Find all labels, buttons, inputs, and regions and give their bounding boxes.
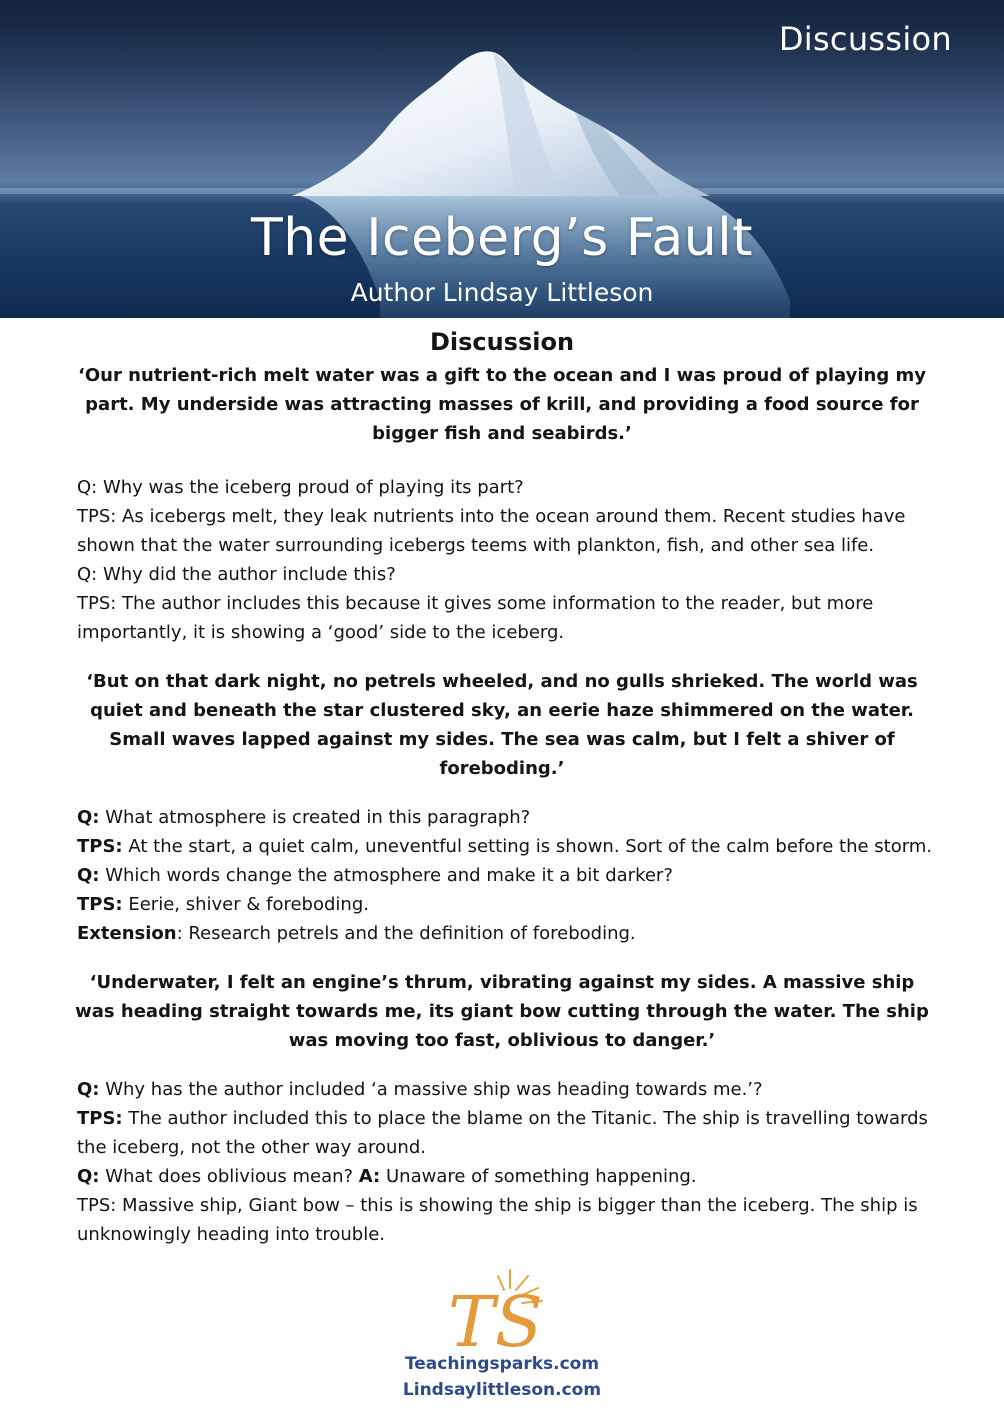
quote-1: ‘Our nutrient-rich melt water was a gift to the ocean and I was proud of playing my part. My underside was attracting masses of krill, and providing a food source for bigger fish and seabirds.’ [78, 365, 926, 444]
qa-text: TPS: The author includes this because it gives some information to the reader, but more importantly, it is showing a ‘good’ side to the iceberg. [77, 593, 874, 643]
qa-label: TPS: [77, 836, 123, 857]
header-banner [0, 0, 1004, 318]
qa-line [77, 1191, 947, 1249]
qa-line [77, 1162, 947, 1191]
website-link-teachingsparks[interactable]: Teachingsparks.com [404, 1354, 600, 1374]
qa-block-2 [77, 803, 947, 948]
qa-block-1 [77, 473, 947, 647]
qa-line [77, 1104, 947, 1162]
qa-text: TPS: Massive ship, Giant bow – this is showing the ship is bigger than the iceberg. The ship is unknowingly heading into trouble. [77, 1195, 918, 1245]
qa-line [77, 560, 947, 589]
qa-label: Q: [77, 865, 100, 886]
discussion-content [0, 328, 1004, 1249]
qa-line [77, 890, 947, 919]
logo-letters: TS [448, 1281, 543, 1354]
qa-line [77, 473, 947, 502]
qa-text: Unaware of something happening. [380, 1166, 697, 1187]
page-badge-title: Discussion [778, 20, 952, 58]
qa-text: What atmosphere is created in this paragraph? [99, 807, 531, 828]
qa-line [77, 832, 947, 861]
qa-label: Q: [77, 1166, 100, 1187]
qa-text: At the start, a quiet calm, uneventful setting is shown. Sort of the calm before the storm. [122, 836, 933, 857]
qa-line [77, 861, 947, 890]
qa-label: Q: [77, 807, 100, 828]
qa-line [77, 589, 947, 647]
qa-label: Extension [77, 923, 177, 944]
book-title: The Iceberg’s Fault [250, 208, 754, 268]
qa-label: A: [358, 1166, 381, 1187]
section-heading: Discussion [429, 328, 575, 356]
qa-text: Q: Why did the author include this? [77, 564, 396, 585]
quote-3: ‘Underwater, I felt an engine’s thrum, vibrating against my sides. A massive ship was heading straight towards me, its giant bow cutting through the water. The ship was moving too fast, oblivious to danger.’ [75, 972, 929, 1051]
qa-label: TPS: [77, 1108, 123, 1129]
qa-label: TPS: [77, 894, 123, 915]
qa-text: The author included this to place the blame on the Titanic. The ship is travelling towards the iceberg, not the other way around. [77, 1108, 928, 1158]
qa-text: Q: Why was the iceberg proud of playing its part? [77, 477, 524, 498]
qa-text: Why has the author included ‘a massive ship was heading towards me.’? [99, 1079, 763, 1100]
qa-text: TPS: As icebergs melt, they leak nutrients into the ocean around them. Recent studies have shown that the water surrounding icebergs teems with plankton, fish, and other sea life. [77, 506, 906, 556]
qa-line [77, 502, 947, 560]
book-author: Author Lindsay Littleson [350, 278, 654, 307]
qa-label: Q: [77, 1079, 100, 1100]
quote-2: ‘But on that dark night, no petrels wheeled, and no gulls shrieked. The world was quiet and beneath the star clustered sky, an eerie haze shimmered on the water. Small waves lapped against my sides. The sea was calm, but I felt a shiver of foreboding.’ [86, 671, 918, 779]
qa-line [77, 1075, 947, 1104]
qa-block-3 [77, 1075, 947, 1249]
qa-line [77, 803, 947, 832]
website-link-lindsaylittleson[interactable]: Lindsaylittleson.com [402, 1380, 602, 1400]
qa-text: : Research petrels and the definition of foreboding. [176, 923, 636, 944]
qa-text: Which words change the atmosphere and make it a bit darker? [99, 865, 673, 886]
teaching-sparks-logo [440, 1268, 560, 1354]
qa-text: What does oblivious mean? [99, 1166, 359, 1187]
qa-line [77, 919, 947, 948]
qa-text: Eerie, shiver & foreboding. [122, 894, 369, 915]
